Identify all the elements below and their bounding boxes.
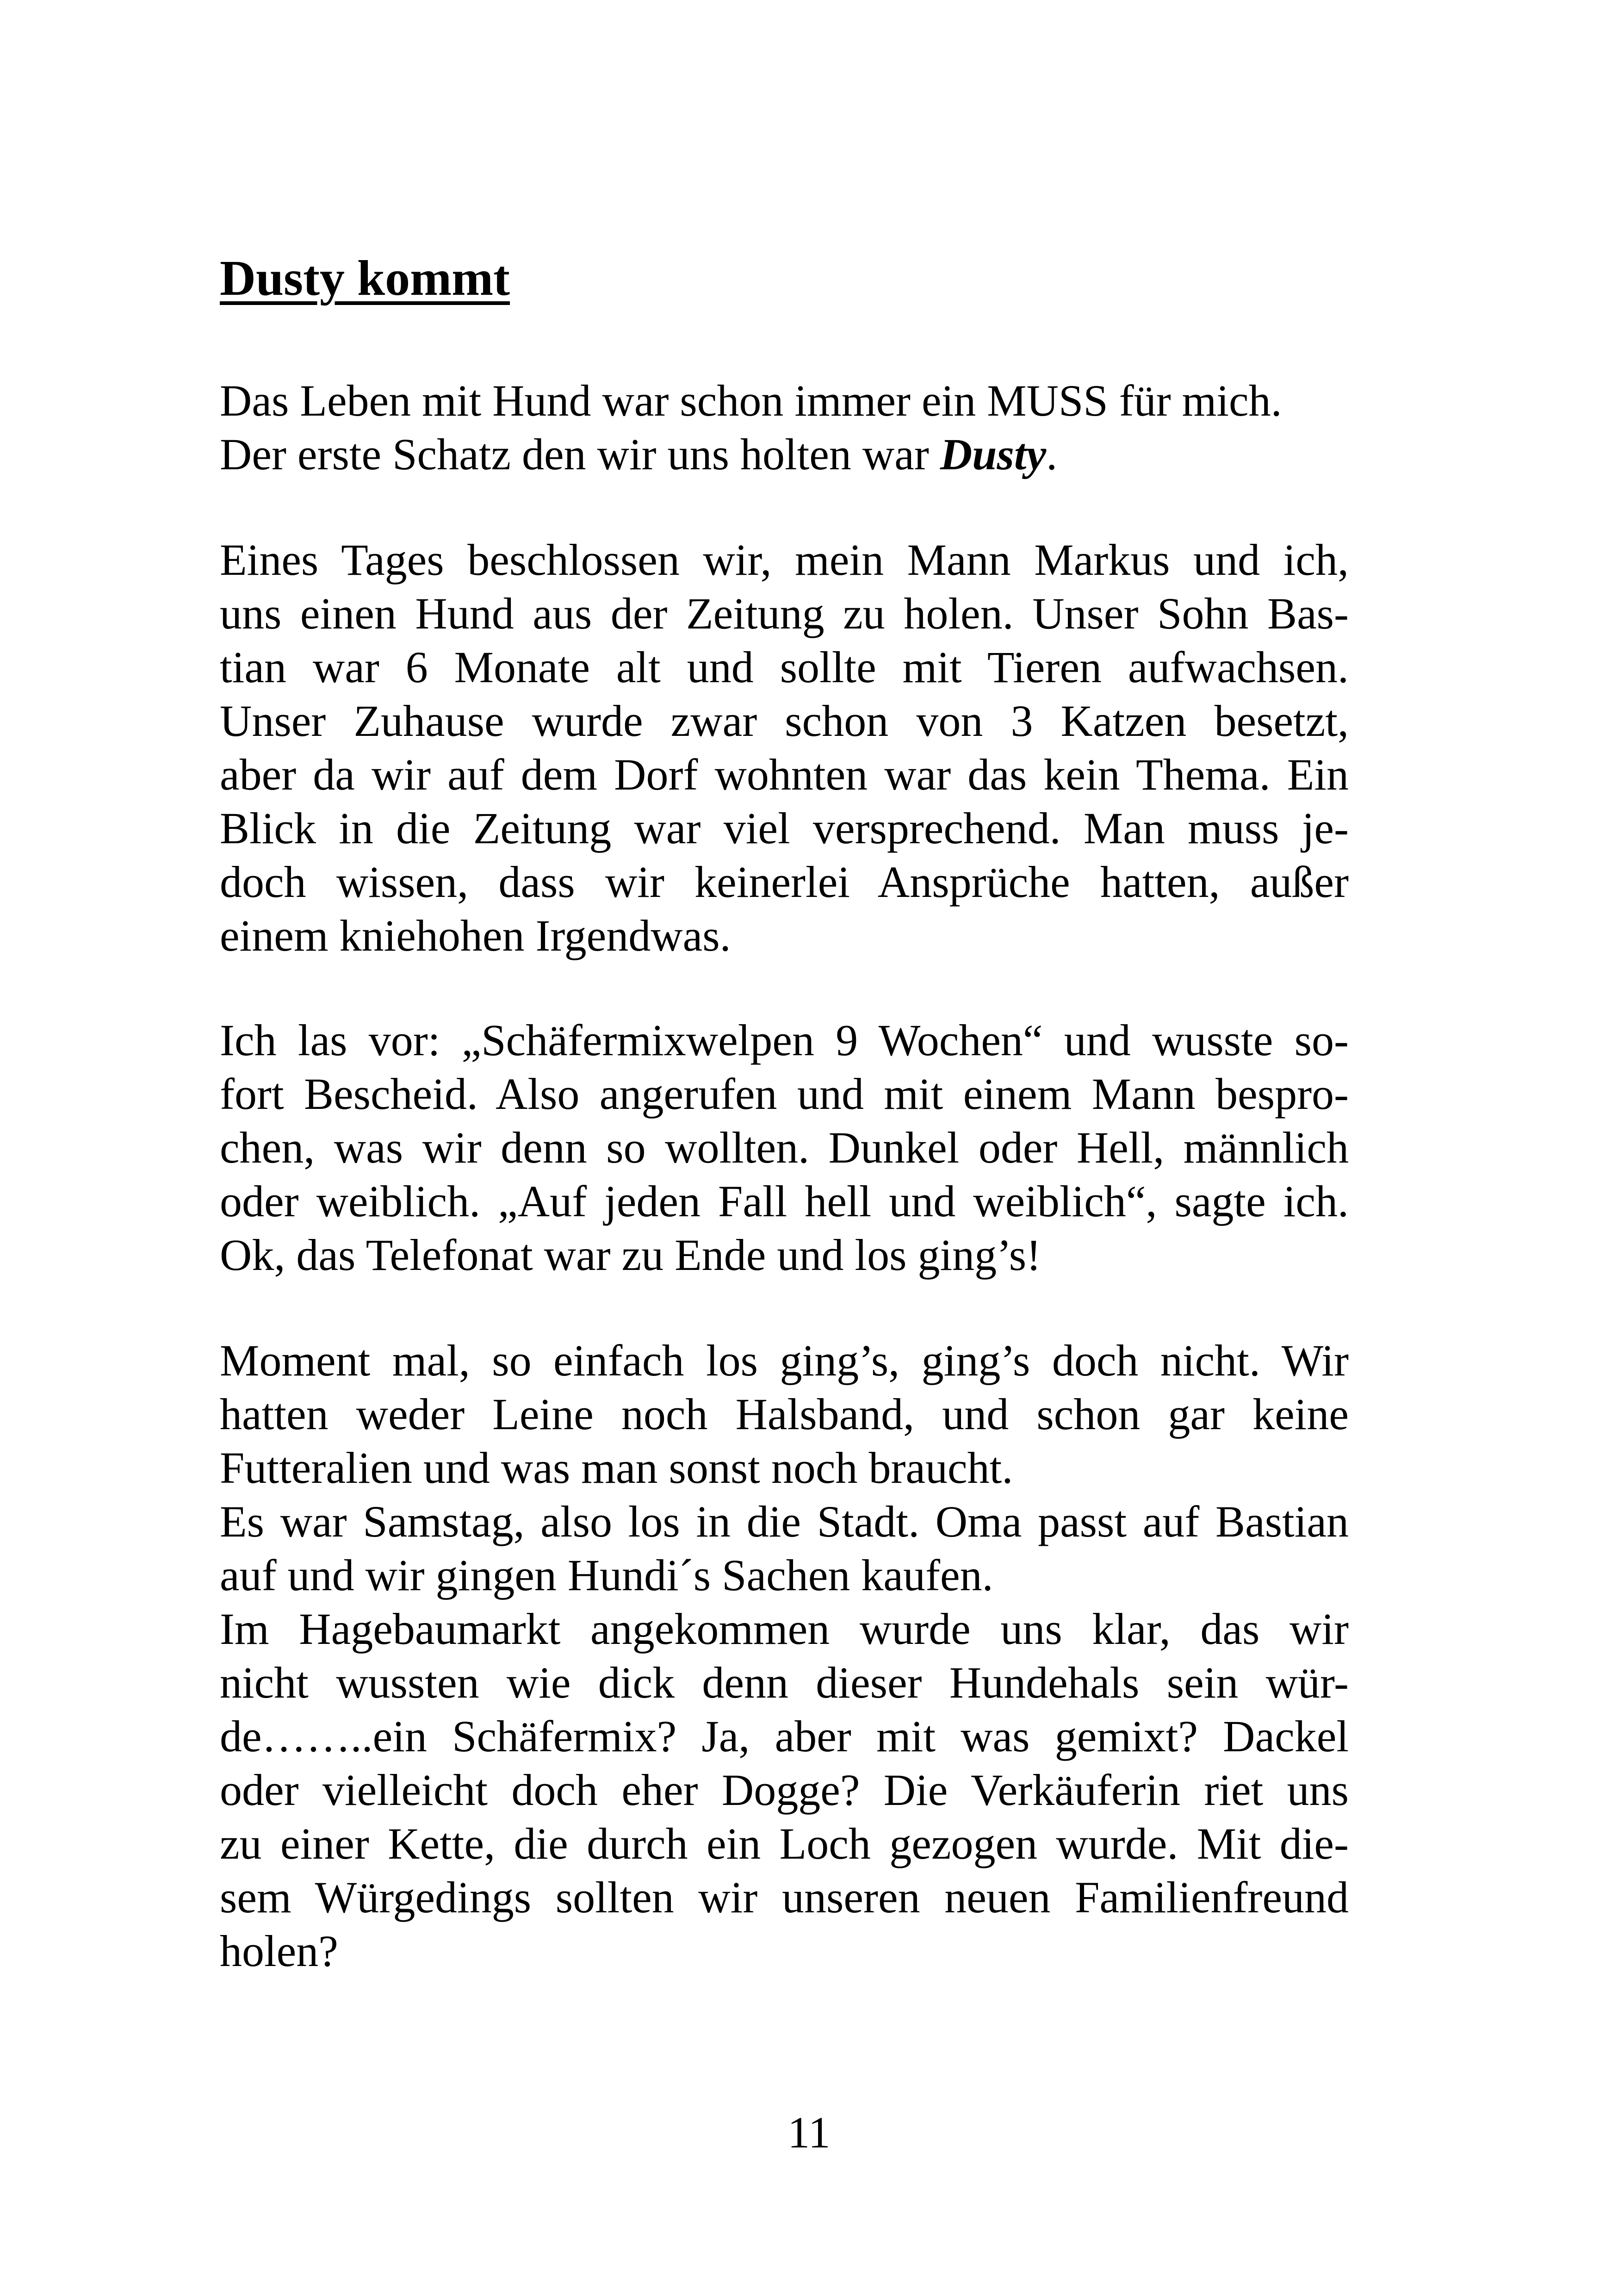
paragraph-line: Ich las vor: „Schäfermixwelpen 9 Wochen“ und wusste so-	[220, 1015, 1349, 1065]
paragraph-line: auf und wir gingen Hundi´s Sachen kaufen.	[220, 1550, 993, 1600]
chapter-title: Dusty kommt	[220, 251, 510, 306]
paragraph-1	[220, 533, 1349, 963]
intro-line-2	[220, 428, 1349, 481]
paragraph-line: Unser Zuhause wurde zwar schon von 3 Katzen besetzt,	[220, 696, 1349, 746]
paragraph-line: Ok, das Telefonat war zu Ende und los ging’s!	[220, 1230, 1041, 1280]
paragraph-line: Moment mal, so einfach los ging’s, ging’s doch nicht. Wir	[220, 1336, 1349, 1385]
intro-paragraph	[220, 374, 1349, 481]
intro-line-2-text: Der erste Schatz den wir uns holten war	[220, 429, 940, 479]
paragraph-line: hatten weder Leine noch Halsband, und schon gar keine	[220, 1389, 1349, 1439]
paragraph-line: Eines Tages beschlossen wir, mein Mann Markus und ich,	[220, 535, 1349, 585]
paragraph-line: Es war Samstag, also los in die Stadt. Oma passt auf Bastian	[220, 1497, 1349, 1546]
paragraph-2	[220, 1014, 1349, 1282]
paragraph-line: nicht wussten wie dick denn dieser Hundehals sein wür-	[220, 1658, 1349, 1707]
paragraph-line: de……..ein Schäfermix? Ja, aber mit was gemixt? Dackel	[220, 1711, 1349, 1761]
paragraph-line: aber da wir auf dem Dorf wohnten war das kein Thema. Ein	[220, 750, 1349, 799]
paragraph-line: oder weiblich. „Auf jeden Fall hell und weiblich“, sagte ich.	[220, 1176, 1349, 1226]
paragraph-3	[220, 1334, 1349, 1978]
paragraph-line: zu einer Kette, die durch ein Loch gezogen wurde. Mit die-	[220, 1819, 1349, 1868]
paragraph-line: sem Würgedings sollten wir unseren neuen Familienfreund	[220, 1873, 1349, 1922]
dog-name-emphasis: Dusty	[940, 429, 1047, 479]
paragraph-line: Im Hagebaumarkt angekommen wurde uns klar, das wir	[220, 1604, 1349, 1654]
paragraph-line: Futteralien und was man sonst noch braucht.	[220, 1443, 1013, 1493]
paragraph-line: doch wissen, dass wir keinerlei Ansprüche hatten, außer	[220, 857, 1349, 907]
paragraph-line: oder vielleicht doch eher Dogge? Die Verkäuferin riet uns	[220, 1765, 1349, 1815]
intro-line-1: Das Leben mit Hund war schon immer ein MUSS für mich.	[220, 376, 1282, 425]
page-number: 11	[787, 2108, 831, 2157]
paragraph-line: chen, was wir denn so wollten. Dunkel oder Hell, männlich	[220, 1123, 1349, 1172]
paragraph-line: uns einen Hund aus der Zeitung zu holen. Unser Sohn Bas-	[220, 589, 1349, 638]
paragraph-line: fort Bescheid. Also angerufen und mit einem Mann bespro-	[220, 1069, 1349, 1119]
paragraph-line: Blick in die Zeitung war viel versprechend. Man muss je-	[220, 803, 1349, 853]
paragraph-line: holen?	[220, 1926, 338, 1976]
paragraph-line: einem kniehohen Irgendwas.	[220, 911, 731, 960]
paragraph-line: tian war 6 Monate alt und sollte mit Tieren aufwachsen.	[220, 642, 1349, 692]
intro-line-2-end: .	[1046, 429, 1058, 479]
